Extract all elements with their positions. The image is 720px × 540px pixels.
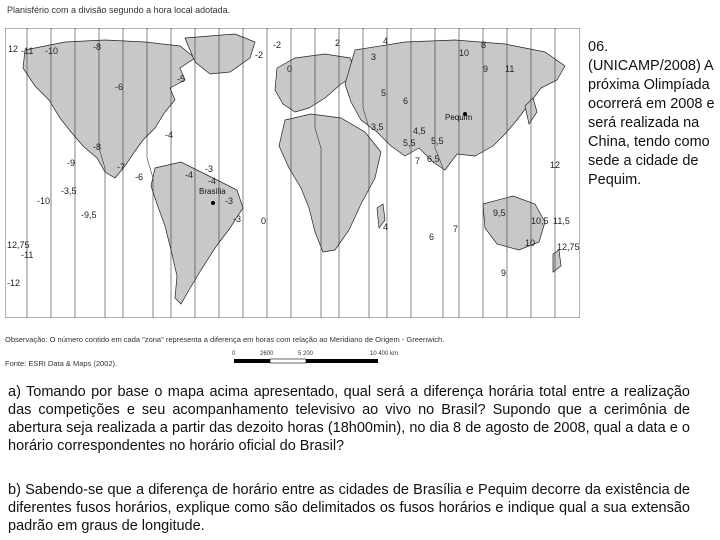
tz-label: 5,5 bbox=[431, 136, 444, 146]
question-intro bbox=[588, 38, 718, 190]
tz-label: 0 bbox=[287, 64, 293, 74]
tz-label: -4 bbox=[185, 170, 194, 180]
tz-label: 6 bbox=[429, 232, 435, 242]
tz-label: 12,75 bbox=[7, 240, 30, 250]
tz-label: -9,5 bbox=[81, 210, 97, 220]
brasilia-label: Brasília bbox=[199, 187, 226, 196]
tz-label: -11 bbox=[21, 250, 34, 260]
tz-label: -10 bbox=[45, 46, 59, 56]
tz-label: 6 bbox=[403, 96, 409, 106]
tz-label: -3 bbox=[233, 214, 242, 224]
question-intro-text: A próxima Olimpíada ocorrerá em 2008 e será realizada na China, tendo como sede a cidade de Pequim. bbox=[588, 58, 715, 188]
tz-label: -3 bbox=[205, 164, 214, 174]
tz-label: -12 bbox=[7, 278, 21, 288]
question-part-b: b) Sabendo-se que a diferença de horário entre as cidades de Brasília e Pequim decorre da existência de diferentes fusos horários, explique como são delimitados os fusos horários e indique qual a sua extensão padrão em graus de longitude. bbox=[8, 482, 690, 534]
tz-label: 11,5 bbox=[553, 216, 570, 226]
tz-label: 10,5 bbox=[531, 216, 549, 226]
tz-label: -3 bbox=[225, 196, 234, 206]
tz-label: 12 bbox=[550, 160, 561, 170]
tz-label: -3,5 bbox=[61, 186, 77, 196]
tz-label: 8 bbox=[481, 40, 487, 50]
map-source: Fonte: ESRI Data & Maps (2002). bbox=[5, 359, 118, 368]
tz-label: 9 bbox=[483, 64, 489, 74]
tz-label: 12,75 bbox=[557, 242, 580, 252]
map-observation: Observação: O número contido em cada "zona" representa a diferença em horas com relação ao Meridiano de Origem - Greenwich. bbox=[5, 335, 445, 344]
tz-label: 7 bbox=[453, 224, 459, 234]
tz-label: 2 bbox=[335, 38, 341, 48]
tz-label: -4 bbox=[208, 176, 217, 186]
tz-label: -4 bbox=[165, 130, 174, 140]
tz-label: 9,5 bbox=[493, 208, 506, 218]
map-title: Planisfério com a divisão segundo a hora local adotada. bbox=[7, 5, 231, 15]
tz-label: 6,5 bbox=[427, 154, 440, 164]
tz-label: 7 bbox=[415, 156, 421, 166]
tz-label: -9 bbox=[67, 158, 76, 168]
tz-label: 4,5 bbox=[413, 126, 426, 136]
tz-label: 3,5 bbox=[371, 122, 384, 132]
tz-label: -8 bbox=[93, 142, 102, 152]
tz-label: -8 bbox=[93, 42, 102, 52]
tz-label: 12 bbox=[8, 44, 19, 54]
brasilia-marker bbox=[211, 201, 215, 205]
tz-label: 5 bbox=[381, 88, 387, 98]
tz-label: 10 bbox=[525, 238, 536, 248]
tz-label: -5 bbox=[177, 74, 186, 84]
tz-label: 3 bbox=[371, 52, 377, 62]
tz-label: 4 bbox=[383, 36, 389, 46]
tz-label: 4 bbox=[383, 222, 389, 232]
tz-label: 5,5 bbox=[403, 138, 416, 148]
beijing-label: Pequim bbox=[445, 113, 473, 122]
tz-label: 11 bbox=[505, 64, 515, 74]
question-heading: 06. (UNICAMP/2008) bbox=[588, 39, 701, 74]
scale-label: 5 200 bbox=[298, 351, 314, 357]
tz-label: 0 bbox=[261, 216, 267, 226]
tz-label: -11 bbox=[21, 46, 34, 56]
scale-label: 2600 bbox=[260, 351, 274, 357]
tz-label: -2 bbox=[255, 50, 264, 60]
tz-label: -6 bbox=[135, 172, 144, 182]
time-zone-world-map bbox=[5, 28, 580, 318]
tz-label: 10 bbox=[459, 48, 470, 58]
tz-label: 9 bbox=[501, 268, 507, 278]
tz-label: -10 bbox=[37, 196, 51, 206]
tz-label: -6 bbox=[115, 82, 124, 92]
scale-bar bbox=[228, 348, 418, 370]
question-part-a: a) Tomando por base o mapa acima apresentado, qual será a diferença horária total entre a realização das competições e seu acompanhamento televisivo ao vivo no Brasil? Supondo que a cerimônia de abertura seja realizada a partir das dezoito horas (18h00min), no dia 8 de agosto de 2008, qual a data e o horário correspondentes no horário oficial do Brasil? bbox=[8, 384, 690, 454]
tz-label: -7 bbox=[117, 162, 126, 172]
scale-label: 10 400 km bbox=[370, 351, 399, 357]
scale-label: 0 bbox=[232, 351, 236, 357]
tz-label: -2 bbox=[273, 40, 282, 50]
